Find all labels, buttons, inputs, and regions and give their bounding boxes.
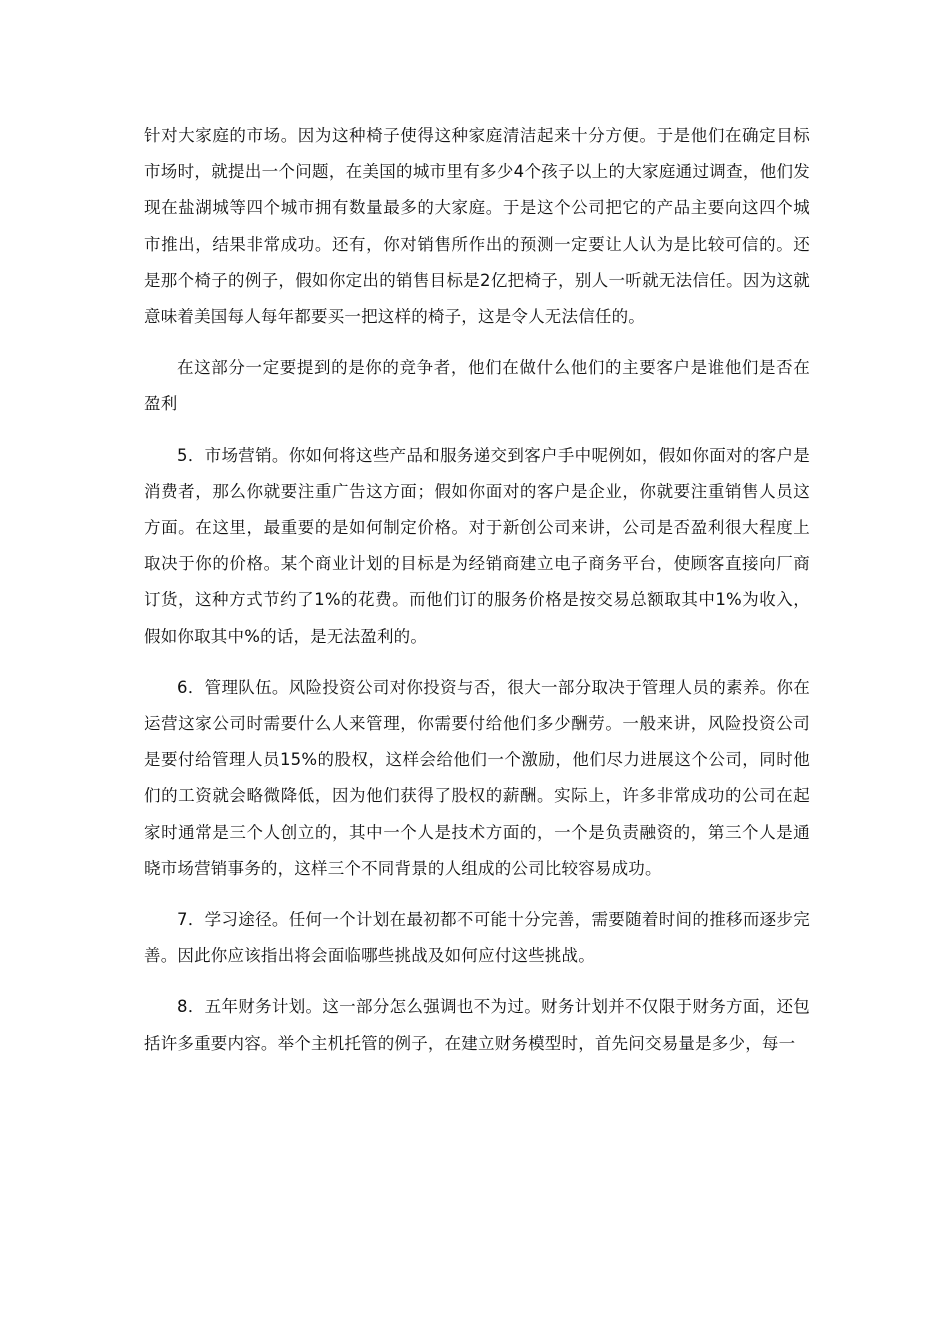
paragraph-management-team: 6．管理队伍。风险投资公司对你投资与否，很大一部分取决于管理人员的素养。你在运营这家公司时需要什么人来管理，你需要付给他们多少酬劳。一般来讲，风险投资公司是要付给管理人员15%的股权，这样会给他们一个激励，他们尽力进展这个公司，同时他们的工资就会略微降低，因为他们获得了股权的薪酬。实际上，许多非常成功的公司在起家时通常是三个人创立的，其中一个人是技术方面的，一个是负责融资的，第三个人是通晓市场营销事务的，这样三个不同背景的人组成的公司比较容易成功。 (144, 677, 810, 878)
paragraph-competitors: 在这部分一定要提到的是你的竞争者，他们在做什么他们的主要客户是谁他们是否在盈利 (144, 358, 810, 414)
paragraph-market-continuation: 针对大家庭的市场。因为这种椅子使得这种家庭清洁起来十分方便。于是他们在确定目标市场时，就提出一个问题，在美国的城市里有多少4个孩子以上的大家庭通过调查，他们发现在盐湖城等四个城市拥有数量最多的大家庭。于是这个公司把它的产品主要向这四个城市推出，结果非常成功。还有，你对销售所作出的预测一定要让人认为是比较可信的。还是那个椅子的例子，假如你定出的销售目标是2亿把椅子，别人一听就无法信任。因为这就意味着美国每人每年都要买一把这样的椅子，这是令人无法信任的。 (144, 126, 810, 327)
document-body (144, 118, 810, 1077)
paragraph-learning-path: 7．学习途径。任何一个计划在最初都不可能十分完善，需要随着时间的推移而逐步完善。因此你应该指出将会面临哪些挑战及如何应付这些挑战。 (144, 910, 810, 966)
paragraph-marketing: 5．市场营销。你如何将这些产品和服务递交到客户手中呢例如，假如你面对的客户是消费者，那么你就要注重广告这方面；假如你面对的客户是企业，你就要注重销售人员这方面。在这里，最重要的是如何制定价格。对于新创公司来讲，公司是否盈利很大程度上取决于你的价格。某个商业计划的目标是为经销商建立电子商务平台，使顾客直接向厂商订货，这种方式节约了1%的花费。而他们订的服务价格是按交易总额取其中1%为收入，假如你取其中%的话，是无法盈利的。 (144, 445, 810, 646)
paragraph-financial-plan: 8．五年财务计划。这一部分怎么强调也不为过。财务计划并不仅限于财务方面，还包括许多重要内容。举个主机托管的例子，在建立财务模型时，首先问交易量是多少，每一 (144, 997, 810, 1053)
